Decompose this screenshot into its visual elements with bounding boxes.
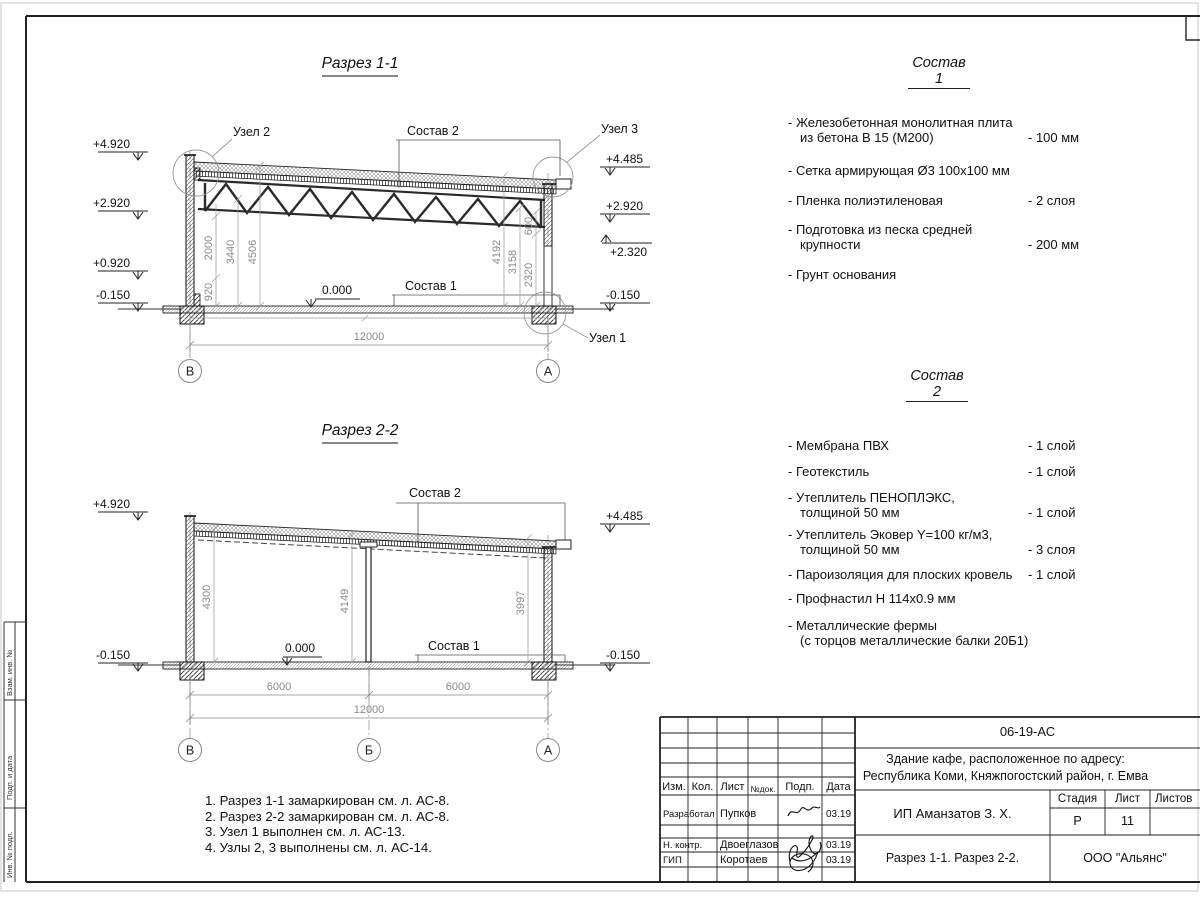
- comp1-item: - Железобетонная монолитная плита из бетона В 15 (М200) - 100 мм: [788, 115, 1080, 145]
- svg-text:6000: 6000: [266, 681, 292, 693]
- svg-text:+4.920: +4.920: [92, 497, 130, 511]
- note-line: 3. Узел 1 выполнен см. л. АС-13.: [205, 824, 406, 839]
- sheet-number: 11: [1121, 814, 1134, 828]
- note-line: 4. Узлы 2, 3 выполнены см. л. АС-14.: [205, 839, 432, 855]
- comp2-item: - Профнастил Н 114х0.9 мм: [788, 591, 956, 606]
- signature-razrabotal: [788, 807, 820, 816]
- col-data: Дата: [826, 781, 851, 793]
- svg-text:+4.485: +4.485: [606, 509, 644, 523]
- margin-label-vzam: Взам. инв. №: [5, 649, 14, 696]
- axis-A1: А: [543, 364, 553, 379]
- svg-text:4149: 4149: [339, 588, 351, 614]
- roof-end-block: [556, 540, 571, 549]
- row-date: 03.19: [826, 840, 852, 851]
- comp2-item: - Геотекстиль - 1 слой: [788, 464, 1076, 479]
- svg-text:3440: 3440: [225, 239, 237, 265]
- comp2-callout-label: Состав 2: [409, 486, 461, 500]
- svg-text:4192: 4192: [491, 239, 503, 265]
- row-role: Разработал: [663, 809, 715, 820]
- vertical-dim-labels: [201, 585, 527, 615]
- row-name: Двоеглазов: [720, 839, 779, 851]
- row-name: Пупков: [720, 808, 757, 820]
- comp-value: - 1 слой: [1028, 464, 1076, 479]
- svg-text:4506: 4506: [247, 239, 259, 265]
- axis-Bmid: Б: [364, 743, 374, 758]
- svg-text:600: 600: [523, 216, 535, 236]
- column-capital: [360, 542, 377, 547]
- comp2-item: - Пароизоляция для плоских кровель - 1 слой: [788, 567, 1076, 582]
- notes-list: [205, 793, 450, 855]
- section1-title: Разрез 1-1: [321, 55, 399, 72]
- roof-end-block: [556, 179, 571, 189]
- comp1-callout-label: Состав 1: [428, 639, 480, 653]
- section2-title: Разрез 2-2: [321, 422, 399, 439]
- doc-code: 06-19-АС: [999, 724, 1056, 739]
- axis-B1: В: [185, 364, 195, 379]
- sheet-content-title: Разрез 1-1. Разрез 2-2.: [885, 851, 1020, 865]
- row-role: Н. контр.: [663, 840, 703, 851]
- axis-bubbles: [179, 360, 560, 383]
- comp-callouts: [282, 486, 565, 665]
- svg-text:+2.320: +2.320: [610, 245, 648, 259]
- axis-A2: А: [543, 743, 553, 758]
- comp1-item: - Пленка полиэтиленовая - 2 слоя: [788, 193, 1076, 208]
- stage-value: Р: [1073, 814, 1082, 828]
- svg-text:12000: 12000: [353, 331, 385, 343]
- margin-label-inv: Инв. № подл.: [5, 831, 14, 878]
- svg-text:920: 920: [203, 282, 215, 302]
- comp1-title: Состав 1: [908, 55, 970, 89]
- row-role: ГИП: [663, 855, 682, 866]
- svg-text:-0.150: -0.150: [606, 648, 641, 662]
- row-date: 03.19: [826, 809, 852, 820]
- comp2-callout-label: Состав 2: [407, 124, 459, 138]
- zero-mark-label: 0.000: [284, 641, 316, 655]
- zero-mark-label: 0.000: [321, 283, 353, 297]
- section-2-2: [93, 422, 650, 762]
- col-podp: Подп.: [785, 781, 815, 793]
- comp2-item: - Утеплитель ПЕНОПЛЭКС, толщиной 50 мм - 1 слой: [788, 490, 1076, 520]
- svg-text:6000: 6000: [445, 681, 471, 693]
- floor-foundation: [118, 306, 614, 324]
- floor-foundation: [118, 662, 614, 680]
- svg-text:2320: 2320: [523, 262, 535, 288]
- company-name: ООО "Альянс": [1083, 851, 1167, 865]
- col-ndok: №док.: [750, 784, 776, 794]
- axis-B2: В: [185, 743, 195, 758]
- comp2-item: - Металлические фермы (с торцов металлические балки 20Б1): [788, 618, 1029, 648]
- svg-text:-0.150: -0.150: [95, 648, 130, 662]
- svg-text:3997: 3997: [515, 590, 527, 616]
- stage-label: Стадия: [1057, 793, 1098, 805]
- axis-bubbles: [179, 739, 560, 762]
- row-name: Коротаев: [720, 854, 768, 866]
- comp2-item: - Мембрана ПВХ - 1 слой: [788, 438, 1076, 453]
- note-line: 2. Разрез 2-2 замаркирован см. л. АС-8.: [205, 808, 450, 824]
- node2-label: Узел 2: [233, 125, 271, 139]
- col-izm: Изм.: [662, 781, 686, 793]
- svg-text:4300: 4300: [201, 584, 213, 610]
- sheets-label: Листов: [1155, 793, 1193, 805]
- svg-text:+2.920: +2.920: [606, 199, 644, 213]
- node3-label: Узел 3: [601, 122, 639, 136]
- comp-value: - 1 слой: [1028, 438, 1076, 453]
- vertical-dim-labels: [203, 217, 535, 301]
- elevation-marks-left: [93, 137, 148, 311]
- comp1-item: - Грунт основания: [788, 267, 897, 282]
- signatures: [788, 807, 821, 872]
- svg-text:+4.485: +4.485: [606, 152, 644, 166]
- comp1-item: - Сетка армирующая Ø3 100х100 мм: [788, 163, 1010, 178]
- pilaster: [194, 168, 200, 180]
- comp-value: - 1 слой: [1028, 567, 1076, 582]
- pilaster: [194, 294, 200, 306]
- svg-text:-0.150: -0.150: [606, 288, 641, 302]
- col-list: Лист: [720, 781, 745, 793]
- section-1-1: [93, 55, 652, 383]
- comp-value: - 2 слоя: [1028, 193, 1076, 208]
- margin-label-podp: Подп. и дата: [5, 755, 14, 800]
- comp2-title: Состав 2: [906, 368, 968, 402]
- svg-text:+4.920: +4.920: [92, 137, 130, 151]
- svg-text:-0.150: -0.150: [95, 288, 130, 302]
- col-kol: Кол.: [691, 781, 714, 793]
- project-address-line1: Здание кафе, расположенное по адресу:: [886, 752, 1125, 766]
- sheet-label: Лист: [1115, 793, 1140, 805]
- svg-text:3158: 3158: [507, 249, 519, 275]
- comp1-callout-label: Состав 1: [405, 279, 457, 293]
- svg-text:12000: 12000: [353, 704, 385, 716]
- middle-column: [366, 547, 371, 662]
- elevation-marks-right: [600, 152, 652, 311]
- comp1-item: - Подготовка из песка средней крупности - 200 мм: [788, 222, 1080, 252]
- project-address-line2: Республика Коми, Княжпогостский район, г. Емва: [862, 769, 1149, 783]
- client-name: ИП Аманзатов З. Х.: [893, 806, 1012, 821]
- svg-text:+0.920: +0.920: [92, 256, 130, 270]
- node1-label: Узел 1: [589, 331, 627, 345]
- note-line: 1. Разрез 1-1 замаркирован см. л. АС-8.: [205, 793, 450, 808]
- comp2-item: - Утеплитель Эковер Y=100 кг/м3, толщиной 50 мм - 3 слоя: [788, 527, 1076, 557]
- comp-value: - 3 слоя: [1028, 542, 1076, 557]
- svg-text:2000: 2000: [203, 235, 215, 261]
- svg-text:+2.920: +2.920: [92, 196, 130, 210]
- comp-value: - 200 мм: [1028, 237, 1080, 252]
- comp-value: - 100 мм: [1028, 130, 1080, 145]
- comp-value: - 1 слой: [1028, 505, 1076, 520]
- row-date: 03.19: [826, 855, 852, 866]
- width-dim: [186, 318, 552, 352]
